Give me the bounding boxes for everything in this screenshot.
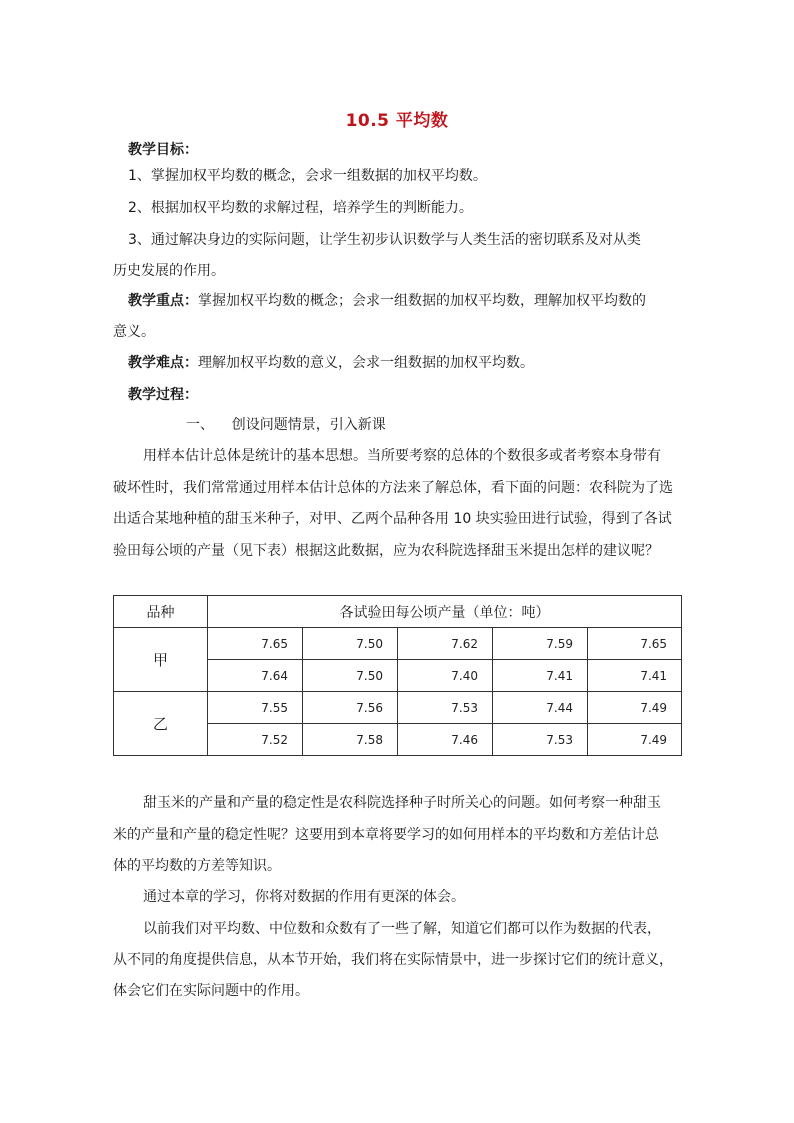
- yield-cell: 7.65: [208, 628, 303, 660]
- yield-cell: 7.64: [208, 660, 303, 692]
- header-yield: 各试验田每公顷产量（单位：吨）: [208, 596, 682, 628]
- table-row: [114, 692, 682, 724]
- difficulty-label: 教学难点：: [128, 355, 198, 371]
- yield-cell: 7.41: [588, 660, 682, 692]
- body-line: 体会它们在实际问题中的作用。: [113, 983, 309, 999]
- yield-cell: 7.40: [398, 660, 493, 692]
- yield-cell: 7.49: [588, 724, 682, 756]
- yield-cell: 7.56: [303, 692, 398, 724]
- body-line: 从不同的角度提供信息，从本节开始，我们将在实际情景中，进一步探讨它们的统计意义，: [113, 952, 673, 968]
- intro-line: 破坏性时，我们常常通过用样本估计总体的方法来了解总体，看下面的问题：农科院为了选: [113, 480, 673, 496]
- process-heading: 教学过程：: [128, 387, 198, 403]
- yield-cell: 7.41: [493, 660, 588, 692]
- table-header-row: [114, 596, 682, 628]
- goal-line: 3、通过解决身边的实际问题，让学生初步认识数学与人类生活的密切联系及对从类: [128, 232, 641, 248]
- table-row: [114, 628, 682, 660]
- goals-heading: 教学目标：: [128, 142, 198, 158]
- body-line: 通过本章的学习，你将对数据的作用有更深的体会。: [143, 889, 465, 905]
- yield-cell: 7.65: [588, 628, 682, 660]
- header-variety: 品种: [114, 596, 208, 628]
- body-line: 米的产量和产量的稳定性呢？这要用到本章将要学习的如何用样本的平均数和方差估计总: [113, 827, 659, 843]
- intro-line: 验田每公顷的产量（见下表）根据这此数据，应为农科院选择甜玉米提出怎样的建议呢？: [113, 543, 659, 559]
- yield-cell: 7.58: [303, 724, 398, 756]
- yield-cell: 7.53: [493, 724, 588, 756]
- yield-cell: 7.46: [398, 724, 493, 756]
- yield-cell: 7.52: [208, 724, 303, 756]
- key-point: [128, 291, 646, 311]
- yield-cell: 7.49: [588, 692, 682, 724]
- page-title: 10.5 平均数: [345, 111, 449, 131]
- yield-cell: 7.50: [303, 660, 398, 692]
- goal-line: 1、掌握加权平均数的概念，会求一组数据的加权平均数。: [128, 168, 487, 184]
- section-heading: 一、 创设问题情景，引入新课: [186, 417, 386, 433]
- key-point-label: 教学重点：: [128, 293, 198, 309]
- difficulty-text: 理解加权平均数的意义，会求一组数据的加权平均数。: [198, 355, 534, 371]
- variety-jia: 甲: [114, 628, 208, 692]
- body-line: 体的平均数的方差等知识。: [113, 858, 281, 874]
- intro-line: 出适合某地种植的甜玉米种子，对甲、乙两个品种各用 10 块实验田进行试验，得到了各试: [113, 511, 672, 527]
- yield-cell: 7.53: [398, 692, 493, 724]
- key-point-cont: 意义。: [113, 324, 155, 340]
- goal-line: 历史发展的作用。: [113, 263, 225, 279]
- key-point-text: 掌握加权平均数的概念；会求一组数据的加权平均数，理解加权平均数的: [198, 293, 646, 309]
- yield-cell: 7.62: [398, 628, 493, 660]
- variety-yi: 乙: [114, 692, 208, 756]
- yield-cell: 7.59: [493, 628, 588, 660]
- yield-cell: 7.50: [303, 628, 398, 660]
- intro-line: 用样本估计总体是统计的基本思想。当所要考察的总体的个数很多或者考察本身带有: [143, 448, 661, 464]
- difficulty: [128, 353, 534, 373]
- body-line: 以前我们对平均数、中位数和众数有了一些了解，知道它们都可以作为数据的代表，: [143, 921, 661, 937]
- goal-line: 2、根据加权平均数的求解过程，培养学生的判断能力。: [128, 200, 473, 216]
- yield-table: [113, 595, 682, 756]
- yield-cell: 7.44: [493, 692, 588, 724]
- body-line: 甜玉米的产量和产量的稳定性是农科院选择种子时所关心的问题。如何考察一种甜玉: [143, 795, 661, 811]
- yield-cell: 7.55: [208, 692, 303, 724]
